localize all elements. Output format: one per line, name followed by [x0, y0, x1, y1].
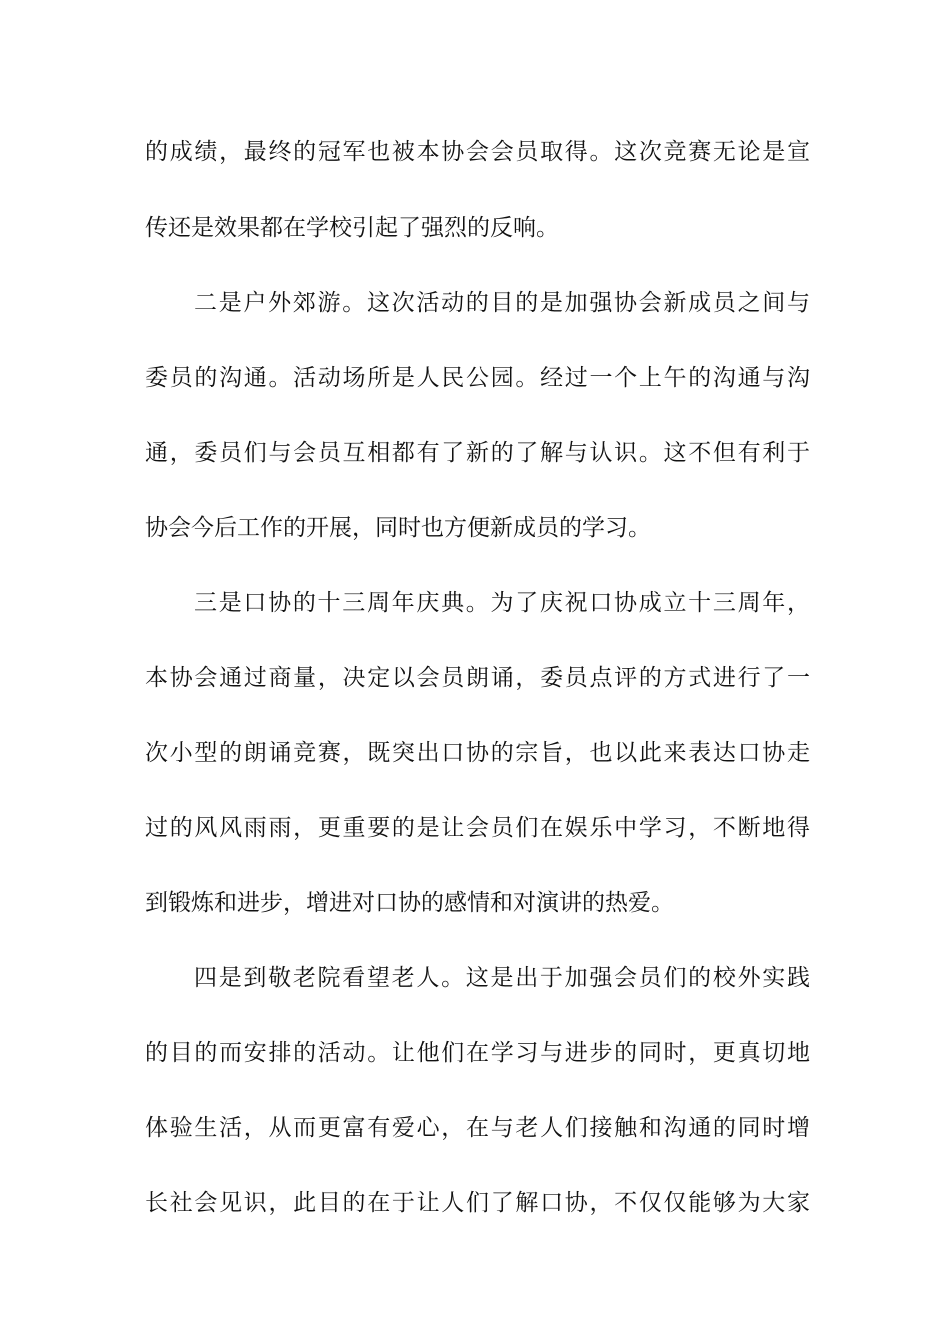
paragraph-start-line: 三是口协的十三周年庆典。为了庆祝口协成立十三周年， [194, 590, 810, 616]
text-line: 协会今后工作的开展，同时也方便新成员的学习。 [145, 515, 651, 541]
text-line: 体验生活，从而更富有爱心，在与老人们接触和沟通的同时增 [145, 1115, 810, 1141]
text-line: 长社会见识，此目的在于让人们了解口协，不仅仅能够为大家 [145, 1190, 810, 1216]
paragraph-start-line: 四是到敬老院看望老人。这是出于加强会员们的校外实践 [194, 965, 810, 991]
text-line: 到锻炼和进步，增进对口协的感情和对演讲的热爱。 [145, 890, 674, 916]
paragraph-start-line: 二是户外郊游。这次活动的目的是加强协会新成员之间与 [194, 290, 810, 316]
text-line: 的目的而安排的活动。让他们在学习与进步的同时，更真切地 [145, 1040, 810, 1066]
text-line: 传还是效果都在学校引起了强烈的反响。 [145, 215, 559, 241]
text-line: 次小型的朗诵竞赛，既突出口协的宗旨，也以此来表达口协走 [145, 740, 810, 766]
text-line: 的成绩，最终的冠军也被本协会会员取得。这次竞赛无论是宣 [145, 139, 810, 165]
text-line: 本协会通过商量，决定以会员朗诵，委员点评的方式进行了一 [145, 665, 810, 691]
text-line: 通，委员们与会员互相都有了新的了解与认识。这不但有利于 [145, 440, 810, 466]
text-line: 委员的沟通。活动场所是人民公园。经过一个上午的沟通与沟 [145, 365, 810, 391]
text-line: 过的风风雨雨，更重要的是让会员们在娱乐中学习，不断地得 [145, 815, 810, 841]
